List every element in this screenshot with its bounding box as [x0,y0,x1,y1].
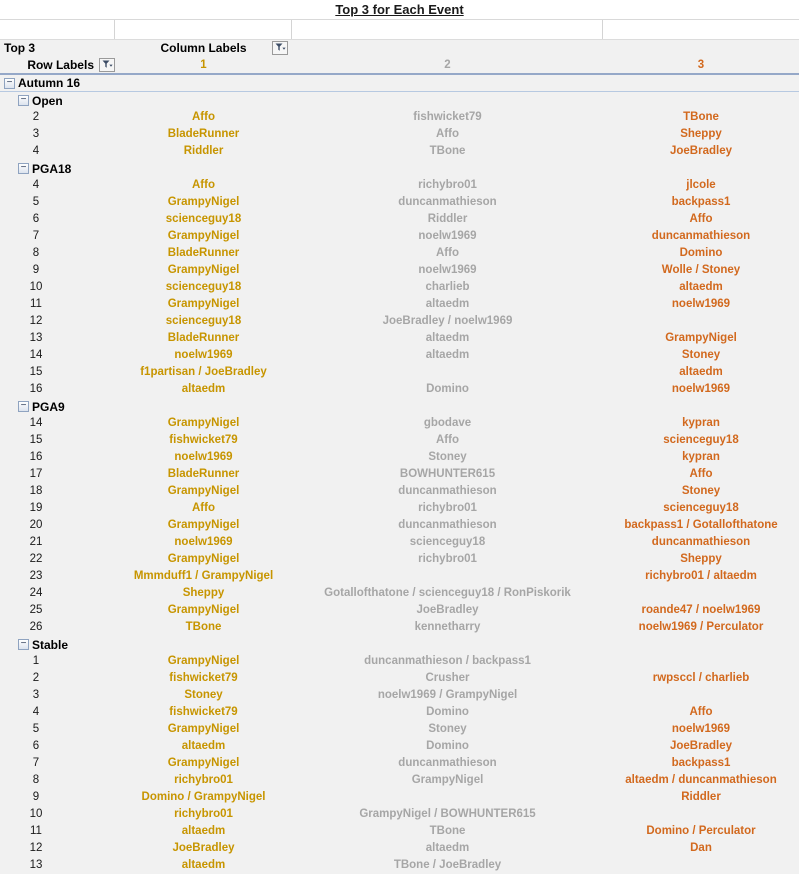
group-label: Stable [32,637,69,652]
data-row [0,262,799,279]
first-place-cell[interactable]: Affo [192,502,215,514]
rank-value: 6 [32,740,40,752]
first-place-cell[interactable]: GrampyNigel [167,604,240,616]
rank-cell[interactable] [0,347,115,364]
data-row [0,721,799,738]
data-row [0,653,799,670]
pivot-header-row-1 [0,40,799,57]
funnel-icon [275,43,286,53]
rank-cell[interactable] [0,126,115,143]
second-place-cell[interactable]: richybro01 [418,502,477,514]
first-place-cell[interactable]: GrampyNigel [167,230,240,242]
third-place-cell[interactable]: noelw1969 [671,723,731,735]
rank-cell[interactable] [0,517,115,534]
first-place-cell[interactable]: Domino / GrampyNigel [141,791,266,803]
column-header-1[interactable]: 1 [200,59,207,71]
third-place-cell[interactable] [603,687,799,704]
data-row [0,211,799,228]
rank-value: 10 [29,808,43,820]
second-place-cell[interactable]: GrampyNigel [411,774,484,786]
second-place-cell[interactable]: noelw1969 [418,264,477,276]
rank-cell[interactable] [0,755,115,772]
third-place-cell[interactable] [603,585,799,602]
title-row [0,0,799,20]
rank-cell[interactable] [0,194,115,211]
data-row [0,126,799,143]
third-place-cell[interactable]: Domino / Perculator [646,825,756,837]
third-place-cell[interactable]: Affo [689,706,713,718]
second-place-cell[interactable]: Affo [436,247,459,259]
third-place-cell[interactable]: duncanmathieson [651,230,751,242]
rank-value: 7 [32,757,40,769]
first-place-cell[interactable]: scienceguy18 [165,315,242,327]
group-row [0,160,799,177]
third-place-cell[interactable]: jlcole [686,179,716,191]
first-place-cell[interactable]: altaedm [181,740,226,752]
second-place-cell[interactable]: altaedm [425,349,470,361]
second-place-cell[interactable]: richybro01 [418,553,477,565]
second-place-cell[interactable]: altaedm [425,332,470,344]
rank-cell[interactable] [0,687,115,704]
rank-cell[interactable] [0,296,115,313]
second-place-cell[interactable]: Crusher [425,672,470,684]
rank-cell[interactable] [0,738,115,755]
first-place-cell[interactable]: Riddler [183,145,224,157]
second-place-cell[interactable]: GrampyNigel / BOWHUNTER615 [359,808,536,820]
pivot-rows [0,75,799,874]
second-place-cell[interactable]: Domino [426,706,469,718]
rank-cell[interactable] [0,483,115,500]
second-place-cell[interactable]: Affo [436,434,459,446]
third-place-cell[interactable]: Sheppy [680,553,722,565]
first-place-cell[interactable]: Mmmduff1 / GrampyNigel [133,570,274,582]
first-place-cell[interactable]: fishwicket79 [169,672,238,684]
rank-value: 16 [29,383,43,395]
second-place-cell[interactable]: altaedm [425,298,470,310]
second-place-cell[interactable]: Domino [426,383,469,395]
rank-value: 14 [29,417,43,429]
second-place-cell[interactable]: TBone / JoeBradley [393,859,502,871]
rank-value: 9 [32,791,40,803]
rank-value: 10 [29,281,43,293]
first-place-cell[interactable]: noelw1969 [174,451,233,463]
second-place-cell[interactable]: JoeBradley / noelw1969 [382,315,513,327]
rank-value: 2 [32,111,40,123]
third-place-cell[interactable]: Domino [679,247,723,259]
rank-cell[interactable] [0,262,115,279]
second-place-cell[interactable]: Affo [436,128,459,140]
collapse-button[interactable]: − [18,639,29,650]
first-place-cell[interactable]: GrampyNigel [167,519,240,531]
second-place-cell[interactable]: fishwicket79 [413,111,482,123]
third-place-cell[interactable]: scienceguy18 [663,434,739,446]
collapse-button[interactable]: − [18,163,29,174]
third-place-cell[interactable]: noelw1969 [671,383,731,395]
third-place-cell[interactable]: Dan [690,842,712,854]
third-place-cell[interactable] [603,313,799,330]
rank-value: 25 [29,604,43,616]
third-place-cell[interactable]: altaedm [679,366,723,378]
rank-cell[interactable] [0,534,115,551]
rank-value: 5 [32,723,40,735]
spacer-cell[interactable] [603,20,799,39]
rank-value: 1 [32,655,40,667]
third-place-cell[interactable] [603,806,799,823]
data-row [0,517,799,534]
first-place-cell[interactable]: altaedm [181,825,226,837]
page-title: Top 3 for Each Event [335,2,464,17]
second-place-cell[interactable]: scienceguy18 [409,536,486,548]
data-row [0,500,799,517]
second-place-cell[interactable]: charlieb [425,281,470,293]
group-row [0,92,799,109]
first-place-cell[interactable]: Affo [192,179,215,191]
rank-value: 23 [29,570,43,582]
rank-value: 4 [32,706,40,718]
first-place-cell[interactable]: BladeRunner [167,128,240,140]
data-row [0,602,799,619]
first-place-cell[interactable]: scienceguy18 [165,281,242,293]
rank-value: 11 [30,825,42,837]
first-place-cell[interactable]: TBone [185,621,222,633]
second-place-cell[interactable]: duncanmathieson / backpass1 [364,655,531,667]
group-label: Open [32,93,63,108]
third-place-cell[interactable]: noelw1969 / Perculator [638,621,764,633]
data-row [0,551,799,568]
first-place-cell[interactable]: richybro01 [174,808,233,820]
spacer-cell[interactable] [292,20,603,39]
rank-value: 14 [29,349,43,361]
data-row [0,279,799,296]
third-place-cell[interactable]: Wolle / Stoney [661,264,741,276]
rank-value: 24 [29,587,43,599]
collapse-button[interactable]: − [18,401,29,412]
first-place-cell[interactable]: BladeRunner [167,332,240,344]
third-place-cell[interactable]: Affo [689,468,713,480]
third-place-cell[interactable]: GrampyNigel [665,332,737,344]
third-place-cell[interactable]: Stoney [681,485,721,497]
third-place-cell[interactable]: kypran [682,417,720,429]
group-row [0,398,799,415]
first-place-cell[interactable]: noelw1969 [174,349,233,361]
group-row [0,636,799,653]
rank-value: 8 [32,247,40,259]
first-place-cell[interactable]: GrampyNigel [167,485,240,497]
rank-cell[interactable] [0,840,115,857]
data-row [0,585,799,602]
second-place-cell[interactable]: duncanmathieson [398,485,497,497]
data-row [0,789,799,806]
data-row [0,194,799,211]
third-place-cell[interactable]: backpass1 / Gotallofthatone [624,519,778,531]
third-place-cell[interactable]: kypran [682,451,720,463]
rank-cell[interactable] [0,364,115,381]
second-place-cell[interactable]: BOWHUNTER615 [399,468,496,480]
column-header-2[interactable]: 2 [444,59,451,71]
rank-value: 18 [29,485,43,497]
collapse-button[interactable]: − [18,95,29,106]
second-place-cell[interactable]: richybro01 [418,179,477,191]
second-place-cell[interactable] [292,789,603,806]
rank-value: 16 [29,451,43,463]
first-place-cell[interactable]: f1partisan / JoeBradley [140,366,267,378]
second-place-cell[interactable]: Domino [426,740,469,752]
third-place-cell[interactable]: backpass1 [671,196,731,208]
row-labels-filter-button[interactable] [99,58,115,72]
spacer-cell[interactable] [115,20,292,39]
data-row [0,704,799,721]
second-place-cell[interactable]: duncanmathieson [398,519,497,531]
rank-value: 3 [32,128,40,140]
second-place-cell[interactable]: altaedm [425,842,470,854]
data-row [0,755,799,772]
first-place-cell[interactable]: GrampyNigel [167,757,240,769]
data-row [0,143,799,160]
rank-cell[interactable] [0,500,115,517]
data-row [0,772,799,789]
third-place-cell[interactable]: noelw1969 [671,298,731,310]
rank-cell[interactable] [0,551,115,568]
rank-cell[interactable] [0,772,115,789]
rank-cell[interactable] [0,619,115,636]
second-place-cell[interactable]: duncanmathieson [398,196,497,208]
rank-cell[interactable] [0,789,115,806]
second-place-cell[interactable]: Stoney [428,723,467,735]
rank-cell[interactable] [0,313,115,330]
first-place-cell[interactable]: richybro01 [174,774,233,786]
rank-value: 3 [32,689,40,701]
data-row [0,823,799,840]
rank-value: 19 [29,502,43,514]
rank-cell[interactable] [0,466,115,483]
second-place-cell[interactable]: JoeBradley [416,604,479,616]
data-row [0,415,799,432]
rank-value: 11 [30,298,42,310]
third-place-cell[interactable]: TBone [683,111,719,123]
rank-cell[interactable] [0,432,115,449]
first-place-cell[interactable]: fishwicket79 [169,434,238,446]
first-place-cell[interactable]: BladeRunner [167,468,240,480]
rank-cell[interactable] [0,602,115,619]
rank-cell[interactable] [0,143,115,160]
first-place-cell[interactable]: Affo [192,111,215,123]
third-place-cell[interactable]: Riddler [681,791,721,803]
first-place-cell[interactable]: altaedm [181,383,226,395]
second-place-cell[interactable]: TBone [429,825,466,837]
third-place-cell[interactable]: JoeBradley [669,740,732,752]
rank-value: 15 [29,434,43,446]
group-label: Autumn 16 [18,76,81,90]
rank-cell[interactable] [0,245,115,262]
rank-cell[interactable] [0,721,115,738]
first-place-cell[interactable]: altaedm [181,859,226,871]
data-row [0,177,799,194]
data-row [0,228,799,245]
rank-cell[interactable] [0,585,115,602]
second-place-cell[interactable] [292,568,603,585]
data-row [0,330,799,347]
second-place-cell[interactable]: Stoney [428,451,467,463]
third-place-cell[interactable]: duncanmathieson [651,536,751,548]
data-row [0,619,799,636]
data-row [0,483,799,500]
group-row [0,75,799,92]
first-place-cell[interactable]: GrampyNigel [167,553,240,565]
first-place-cell[interactable]: GrampyNigel [167,417,240,429]
data-row [0,466,799,483]
rank-cell[interactable] [0,330,115,347]
data-row [0,738,799,755]
rank-value: 13 [29,332,43,344]
rank-value: 4 [32,179,40,191]
rank-value: 17 [29,468,43,480]
column-labels-cell [115,40,292,57]
third-place-cell[interactable]: richybro01 / altaedm [645,570,757,582]
spacer-cell[interactable] [0,20,115,39]
first-place-cell[interactable]: scienceguy18 [165,213,242,225]
rank-value: 20 [29,519,43,531]
rank-cell[interactable] [0,381,115,398]
second-place-cell[interactable]: Gotallofthatone / scienceguy18 / RonPiskorik [324,587,571,599]
third-place-cell[interactable]: altaedm / duncanmathieson [625,774,777,786]
third-place-cell[interactable]: Affo [689,213,713,225]
first-place-cell[interactable]: GrampyNigel [167,196,240,208]
rank-cell[interactable] [0,653,115,670]
data-row [0,687,799,704]
data-row [0,449,799,466]
rank-value: 26 [29,621,43,633]
data-row [0,670,799,687]
first-place-cell[interactable]: GrampyNigel [167,264,240,276]
data-row [0,313,799,330]
column-header-3[interactable]: 3 [697,59,705,71]
funnel-icon [102,60,113,70]
third-place-cell[interactable] [603,653,799,670]
third-place-cell[interactable]: backpass1 [671,757,731,769]
second-place-cell[interactable]: noelw1969 / GrampyNigel [377,689,518,701]
rank-cell[interactable] [0,279,115,296]
row-labels-label: Row Labels [27,58,94,72]
group-label: PGA18 [32,161,72,176]
rank-cell[interactable] [0,568,115,585]
data-row [0,568,799,585]
third-place-cell[interactable] [603,857,799,874]
third-place-cell[interactable]: altaedm [679,281,723,293]
first-place-cell[interactable]: fishwicket79 [169,706,238,718]
third-place-cell[interactable]: rwpsccl / charlieb [652,672,750,684]
data-row [0,347,799,364]
data-row [0,840,799,857]
third-place-cell[interactable]: JoeBradley [669,145,732,157]
second-place-cell[interactable]: noelw1969 [418,230,477,242]
third-place-cell[interactable]: scienceguy18 [663,502,739,514]
first-place-cell[interactable]: Sheppy [182,587,225,599]
second-place-cell[interactable]: TBone [429,145,466,157]
data-row [0,381,799,398]
rank-value: 15 [29,366,43,378]
rank-cell[interactable] [0,109,115,126]
pivot-header-row-2 [0,57,799,75]
rank-value: 4 [32,145,40,157]
second-place-cell[interactable]: duncanmathieson [398,757,497,769]
rank-cell[interactable] [0,211,115,228]
rank-cell[interactable] [0,857,115,874]
row-labels-cell [0,57,115,73]
rank-cell[interactable] [0,177,115,194]
rank-cell[interactable] [0,228,115,245]
rank-value: 9 [32,264,40,276]
first-place-cell[interactable]: BladeRunner [167,247,240,259]
data-row [0,364,799,381]
data-row [0,534,799,551]
second-place-cell[interactable] [292,364,603,381]
first-place-cell[interactable]: GrampyNigel [167,655,240,667]
rank-value: 5 [32,196,40,208]
rank-cell[interactable] [0,823,115,840]
third-place-cell[interactable]: Stoney [681,349,721,361]
first-place-cell[interactable]: Stoney [184,689,223,701]
rank-cell[interactable] [0,704,115,721]
second-place-cell[interactable]: gbodave [423,417,472,429]
second-place-cell[interactable]: Riddler [427,213,468,225]
data-row [0,806,799,823]
rank-cell[interactable] [0,449,115,466]
rank-value: 6 [32,213,40,225]
data-row [0,432,799,449]
rank-cell[interactable] [0,670,115,687]
rank-cell[interactable] [0,415,115,432]
first-place-cell[interactable]: GrampyNigel [167,298,240,310]
rank-cell[interactable] [0,806,115,823]
column-labels-label: Column Labels [160,41,247,55]
first-place-cell[interactable]: noelw1969 [174,536,233,548]
rank-value: 22 [29,553,43,565]
group-label: PGA9 [32,399,65,414]
second-place-cell[interactable]: kennetharry [414,621,481,633]
third-place-cell[interactable]: Sheppy [680,128,722,140]
rank-value: 8 [32,774,40,786]
rank-value: 21 [29,536,43,548]
top-left-label: Top 3 [4,41,36,55]
collapse-button[interactable]: − [4,78,15,89]
rank-value: 12 [29,842,43,854]
data-row [0,857,799,874]
column-labels-filter-button[interactable] [272,41,288,55]
rank-value: 2 [32,672,40,684]
rank-value: 7 [32,230,40,242]
first-place-cell[interactable]: JoeBradley [172,842,235,854]
spacer-row [0,20,799,40]
data-row [0,296,799,313]
first-place-cell[interactable]: GrampyNigel [167,723,240,735]
rank-value: 12 [29,315,43,327]
data-row [0,109,799,126]
data-row [0,245,799,262]
third-place-cell[interactable]: roande47 / noelw1969 [641,604,761,616]
rank-value: 13 [29,859,43,871]
